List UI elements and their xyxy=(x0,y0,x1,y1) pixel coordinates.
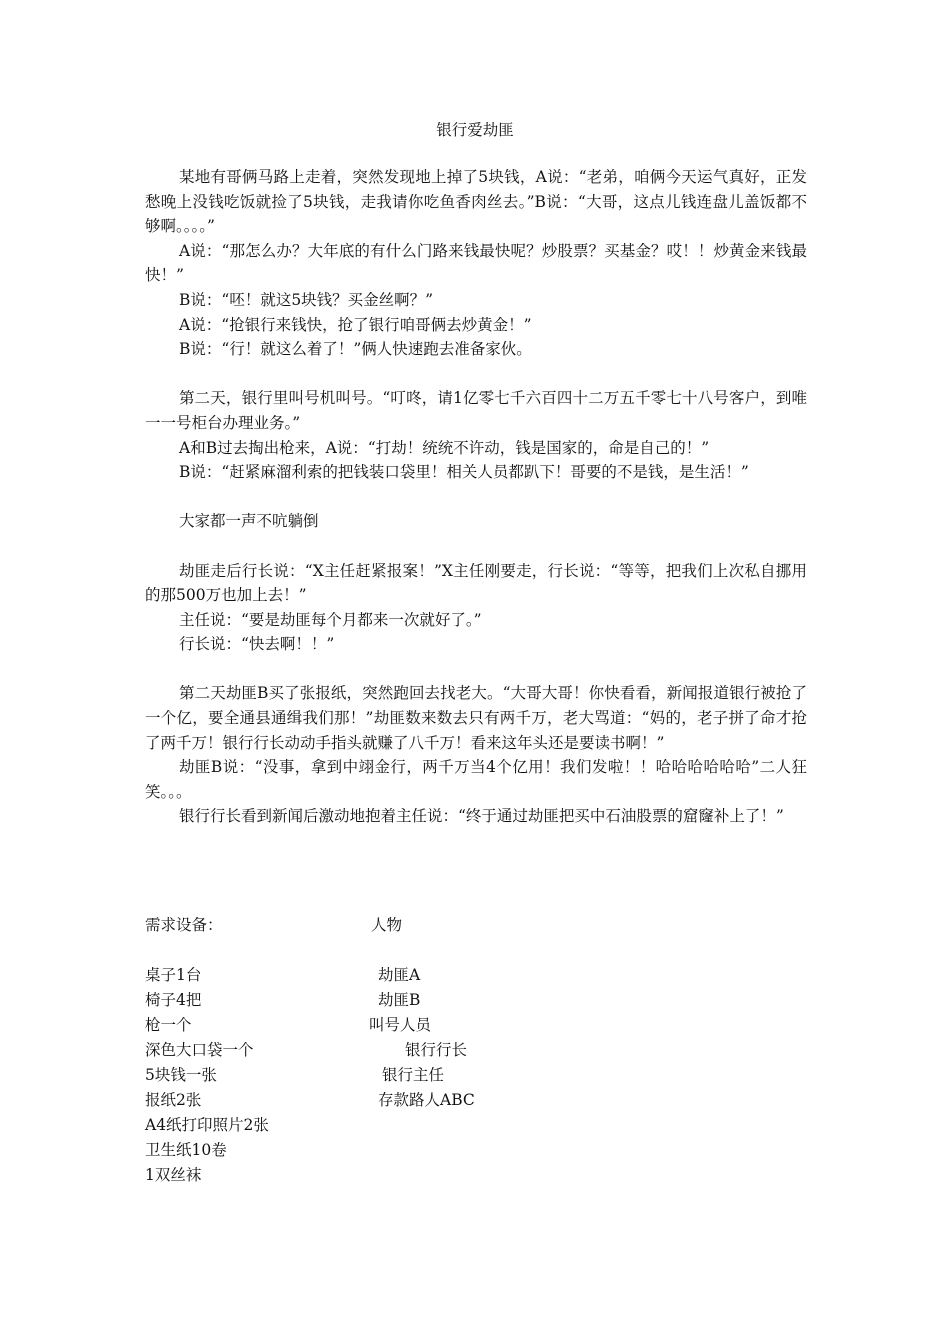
paragraph: B说：“呸！就这5块钱？买金丝啊？” xyxy=(179,290,434,309)
character-list xyxy=(145,913,475,1113)
paragraph: 劫匪B说：“没事，拿到中翊金行，两千万当4个亿用！我们发啦！！哈哈哈哈哈哈”二人狂笑。。。 xyxy=(145,758,807,801)
paragraph-gap xyxy=(145,534,807,559)
story-body xyxy=(145,165,807,829)
equipment-heading: 需求设备： xyxy=(145,916,223,934)
list-item: 椅子4把 xyxy=(145,991,202,1009)
document-title: 银行爱劫匪 xyxy=(436,121,514,139)
paragraph: A说：“抢银行来钱快，抢了银行咱哥俩去炒黄金！” xyxy=(179,315,532,334)
list-item: 银行主任 xyxy=(382,1066,445,1084)
paragraph: 大家都一声不吭躺倒 xyxy=(179,512,319,531)
list-item: 枪一个 xyxy=(145,1016,192,1034)
paragraph: 劫匪走后行长说：“X主任赶紧报案！”X主任刚要走，行长说：“等等，把我们上次私自挪用的那500万也加上去！” xyxy=(145,561,807,605)
characters-heading: 人物 xyxy=(371,916,403,934)
paragraph: 银行行长看到新闻后激动地抱着主任说：“终于通过劫匪把买中石油股票的窟窿补上了！” xyxy=(179,807,784,826)
paragraph: 第二天，银行里叫号机叫号。“叮咚，请1亿零七千六百四十二万五千零七十八号客户，到唯一一号柜台办理业务。” xyxy=(145,389,807,432)
list-item: 桌子1台 xyxy=(145,966,202,984)
list-item: 5块钱一张 xyxy=(145,1066,217,1084)
list-item: 1双丝袜 xyxy=(145,1166,202,1184)
paragraph: 第二天劫匪B买了张报纸，突然跑回去找老大。“大哥大哥！你快看看，新闻报道银行被抢了一个亿，要全通县通缉我们那！”劫匪数来数去只有两千万，老大骂道：“妈的，老子拼了命才抢了两千万！银行行长动动手指头就赚了八千万！看来这年头还是要读书啊！” xyxy=(145,684,807,752)
list-item: 报纸2张 xyxy=(145,1091,202,1109)
paragraph: 某地有哥俩马路上走着，突然发现地上掉了5块钱，A说：“老弟，咱俩今天运气真好，正发愁晚上没钱吃饭就捡了5块钱，走我请你吃鱼香肉丝去。”B说：“大哥，这点儿钱连盘儿盖饭都不够啊。。。。” xyxy=(145,168,807,236)
list-item: 卫生纸10卷 xyxy=(145,1141,227,1159)
paragraph: 主任说：“要是劫匪每个月都来一次就好了。” xyxy=(179,610,482,629)
paragraph-gap xyxy=(145,485,807,510)
paragraph: B说：“行！就这么着了！”俩人快速跑去准备家伙。 xyxy=(179,340,532,359)
list-item: 银行行长 xyxy=(405,1041,468,1059)
list-item: 存款路人ABC xyxy=(378,1091,475,1109)
list-item: 叫号人员 xyxy=(369,1016,432,1034)
list-item: A4纸打印照片2张 xyxy=(145,1116,269,1134)
list-item: 劫匪B xyxy=(378,991,421,1009)
paragraph-gap xyxy=(145,657,807,682)
paragraph-gap xyxy=(145,362,807,387)
list-item: 劫匪A xyxy=(378,966,421,984)
paragraph: A说：“那怎么办？大年底的有什么门路来钱最快呢？炒股票？买基金？哎！！炒黄金来钱最快！” xyxy=(145,241,807,285)
list-item: 深色大口袋一个 xyxy=(145,1041,254,1059)
paragraph: A和B过去掏出枪来，A说：“打劫！统统不许动，钱是国家的，命是自己的！” xyxy=(179,438,710,457)
paragraph: B说：“赶紧麻溜利索的把钱装口袋里！相关人员都趴下！哥要的不是钱，是生活！” xyxy=(179,463,749,482)
paragraph: 行长说：“快去啊！！” xyxy=(179,635,335,654)
